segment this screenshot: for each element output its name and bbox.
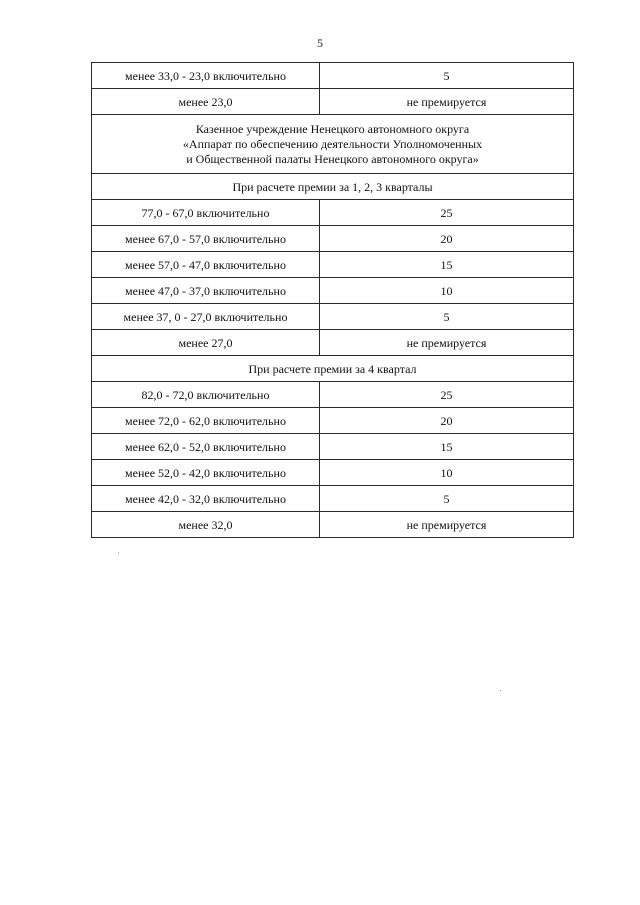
table-row — [92, 434, 574, 460]
range-cell: менее 47,0 - 37,0 включительно — [92, 278, 320, 304]
value-cell: 25 — [320, 382, 574, 408]
value-cell: 5 — [320, 63, 574, 89]
value-cell: 20 — [320, 226, 574, 252]
table-row — [92, 304, 574, 330]
table-row — [92, 512, 574, 538]
range-cell: менее 32,0 — [92, 512, 320, 538]
organization-line-2: «Аппарат по обеспечению деятельности Уполномоченных — [182, 136, 483, 151]
table-row — [92, 382, 574, 408]
value-cell: 10 — [320, 278, 574, 304]
section-header-q123: При расчете премии за 1, 2, 3 кварталы — [92, 174, 574, 200]
table-row — [92, 252, 574, 278]
value-cell: не премируется — [320, 89, 574, 115]
value-cell: 20 — [320, 408, 574, 434]
scan-speck — [118, 552, 119, 553]
value-cell: 15 — [320, 434, 574, 460]
value-cell: 15 — [320, 252, 574, 278]
value-cell: не премируется — [320, 330, 574, 356]
range-cell: менее 42,0 - 32,0 включительно — [92, 486, 320, 512]
table-row — [92, 330, 574, 356]
table-row — [92, 460, 574, 486]
section-header-q4: При расчете премии за 4 квартал — [92, 356, 574, 382]
range-cell: менее 52,0 - 42,0 включительно — [92, 460, 320, 486]
table-row — [92, 278, 574, 304]
range-cell: 82,0 - 72,0 включительно — [92, 382, 320, 408]
value-cell: 5 — [320, 304, 574, 330]
value-cell: не премируется — [320, 512, 574, 538]
organization-line-1: Казенное учреждение Ненецкого автономного округа — [195, 121, 470, 136]
organization-row — [92, 115, 574, 174]
range-cell: менее 33,0 - 23,0 включительно — [92, 63, 320, 89]
range-cell: менее 62,0 - 52,0 включительно — [92, 434, 320, 460]
table-row — [92, 63, 574, 89]
table-row — [92, 89, 574, 115]
section-header-row — [92, 356, 574, 382]
page-number: 5 — [317, 36, 323, 50]
premium-table — [91, 62, 574, 538]
table-row — [92, 486, 574, 512]
organization-cell — [92, 115, 574, 174]
range-cell: менее 37, 0 - 27,0 включительно — [92, 304, 320, 330]
range-cell: менее 27,0 — [92, 330, 320, 356]
table-row — [92, 408, 574, 434]
scan-speck — [500, 690, 501, 691]
value-cell: 5 — [320, 486, 574, 512]
range-cell: менее 72,0 - 62,0 включительно — [92, 408, 320, 434]
range-cell: менее 67,0 - 57,0 включительно — [92, 226, 320, 252]
range-cell: менее 57,0 - 47,0 включительно — [92, 252, 320, 278]
value-cell: 25 — [320, 200, 574, 226]
range-cell: 77,0 - 67,0 включительно — [92, 200, 320, 226]
section-header-row — [92, 174, 574, 200]
table-row — [92, 200, 574, 226]
organization-line-3: и Общественной палаты Ненецкого автономного округа» — [186, 151, 479, 166]
table-row — [92, 226, 574, 252]
value-cell: 10 — [320, 460, 574, 486]
range-cell: менее 23,0 — [92, 89, 320, 115]
